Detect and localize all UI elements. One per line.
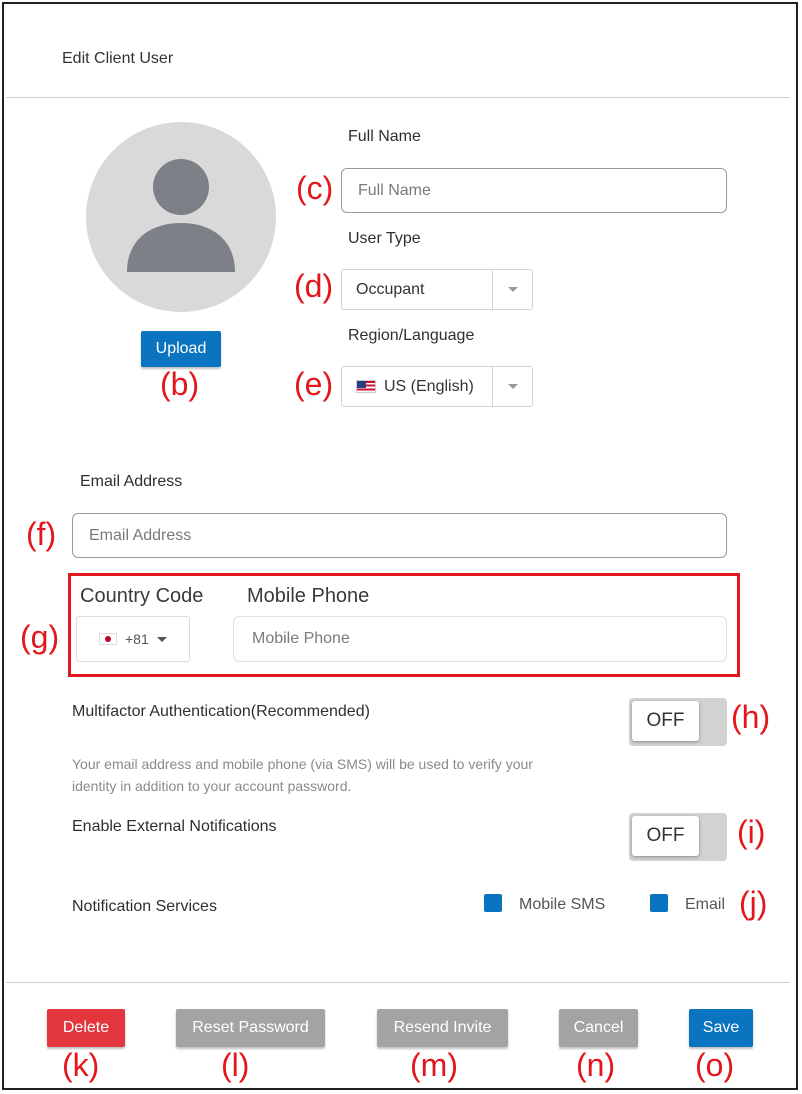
chevron-down-icon[interactable] <box>492 270 532 309</box>
country-code-select[interactable] <box>76 616 190 662</box>
annotation-o: (o) <box>695 1047 735 1083</box>
japan-flag-icon <box>99 633 117 645</box>
mobile-sms-label: Mobile SMS <box>519 896 606 913</box>
user-type-select[interactable] <box>341 269 533 310</box>
annotation-j: (j) <box>739 885 768 921</box>
region-language-value: US (English) <box>384 377 474 395</box>
notification-services-label: Notification Services <box>72 898 217 915</box>
us-flag-icon <box>356 380 376 393</box>
annotation-b: (b) <box>160 366 200 402</box>
email-label: Email Address <box>80 473 183 490</box>
user-type-value: Occupant <box>356 280 425 298</box>
mobile-phone-label: Mobile Phone <box>247 585 370 607</box>
upload-button[interactable]: Upload <box>141 331 221 367</box>
mobile-sms-checkbox[interactable] <box>484 894 502 912</box>
region-language-label: Region/Language <box>348 327 475 344</box>
mfa-label: Multifactor Authentication(Recommended) <box>72 703 370 720</box>
external-notifications-toggle[interactable] <box>629 813 727 861</box>
annotation-f: (f) <box>26 516 57 552</box>
user-type-label: User Type <box>348 230 421 247</box>
delete-button[interactable]: Delete <box>47 1009 125 1047</box>
header-divider <box>6 97 790 98</box>
annotation-d: (d) <box>294 268 334 304</box>
annotation-l: (l) <box>221 1047 250 1083</box>
annotation-m: (m) <box>410 1047 458 1083</box>
annotation-e: (e) <box>294 366 334 402</box>
annotation-k: (k) <box>62 1047 100 1083</box>
email-input[interactable] <box>72 513 727 558</box>
dialog-title: Edit Client User <box>62 50 174 67</box>
external-notifications-label: Enable External Notifications <box>72 818 277 835</box>
annotation-n: (n) <box>576 1047 616 1083</box>
user-silhouette-icon <box>86 122 276 312</box>
full-name-input[interactable] <box>341 168 727 213</box>
mobile-phone-input[interactable] <box>233 616 727 662</box>
external-notifications-toggle-knob: OFF <box>632 816 699 856</box>
mfa-toggle-knob: OFF <box>632 701 699 741</box>
footer-divider <box>6 982 790 983</box>
email-checkbox-label: Email <box>685 896 726 913</box>
country-code-label: Country Code <box>80 585 204 607</box>
full-name-label: Full Name <box>348 128 421 145</box>
resend-invite-button[interactable]: Resend Invite <box>377 1009 508 1047</box>
save-button[interactable]: Save <box>689 1009 753 1047</box>
annotation-h: (h) <box>731 699 771 735</box>
annotation-g: (g) <box>20 619 60 655</box>
chevron-down-icon[interactable] <box>492 367 532 406</box>
annotation-i: (i) <box>737 814 766 850</box>
mfa-toggle[interactable] <box>629 698 727 746</box>
mfa-helper-text: Your email address and mobile phone (via SMS) will be used to verify your identity in addition to your account password. <box>72 756 533 794</box>
cancel-button[interactable]: Cancel <box>559 1009 638 1047</box>
annotation-c: (c) <box>296 170 334 206</box>
region-language-select[interactable] <box>341 366 533 407</box>
country-code-value: +81 <box>125 631 149 647</box>
reset-password-button[interactable]: Reset Password <box>176 1009 325 1047</box>
email-checkbox[interactable] <box>650 894 668 912</box>
avatar <box>86 122 276 312</box>
caret-down-icon <box>157 637 167 642</box>
